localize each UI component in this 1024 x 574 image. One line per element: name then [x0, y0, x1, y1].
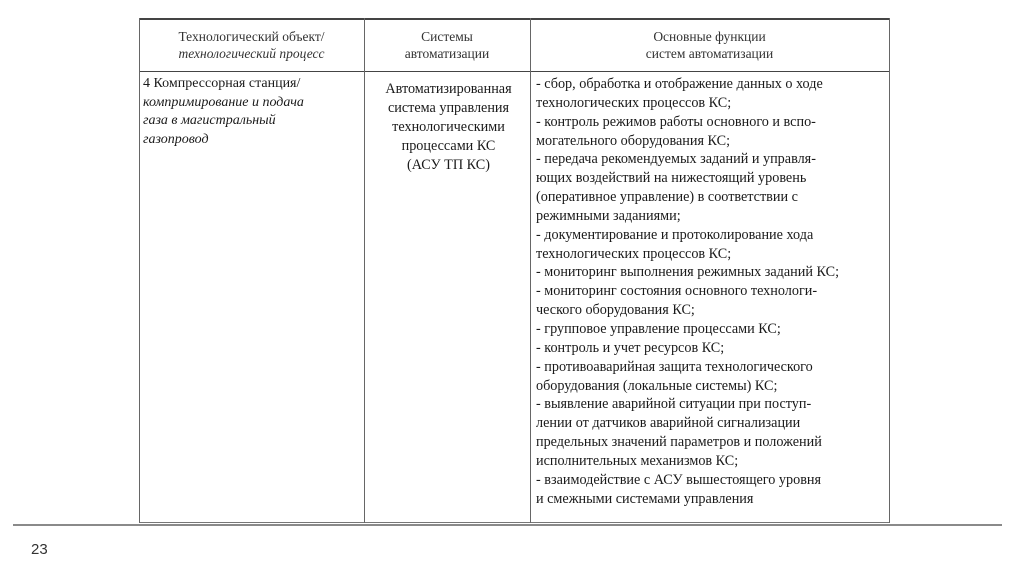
object-process-line1: компримирование и подача	[143, 94, 304, 110]
cell-object	[143, 75, 368, 149]
header-functions-line1: Основные функции	[653, 29, 766, 44]
function-line: - противоаварийная защита технологического	[536, 358, 813, 375]
header-systems	[364, 28, 530, 62]
table-header-divider	[139, 71, 890, 72]
system-line2: система управления	[387, 100, 510, 116]
page-number: 23	[31, 541, 48, 558]
function-line: оборудования (локальные системы) КС;	[536, 377, 778, 394]
function-line: - групповое управление процессами КС;	[536, 320, 781, 337]
function-line: - контроль режимов работы основного и вспо-	[536, 113, 816, 130]
system-line3: технологическими	[392, 119, 505, 135]
function-line: могательного оборудования КС;	[536, 132, 731, 149]
header-functions-line2: систем автоматизации	[645, 46, 774, 61]
function-line: (оперативное управление) в соответствии с	[536, 189, 798, 206]
function-line: - сбор, обработка и отображение данных о ходе	[536, 76, 823, 92]
system-line5: (АСУ ТП КС)	[407, 157, 490, 173]
cell-system	[366, 80, 531, 175]
function-line: - передача рекомендуемых заданий и управля-	[536, 151, 816, 168]
function-line: - взаимодействие с АСУ вышестоящего уровня	[536, 471, 822, 488]
header-object-line1: Технологический объект/	[178, 29, 325, 44]
function-line: и смежными системами управления	[536, 490, 754, 507]
object-process-line3: газопровод	[143, 131, 209, 147]
object-process-line2: газа в магистральный	[143, 113, 276, 129]
system-line4: процессами КС	[401, 138, 496, 154]
header-functions	[530, 28, 889, 62]
header-object	[139, 28, 364, 62]
function-line: - мониторинг выполнения режимных заданий КС;	[536, 264, 840, 281]
function-line: - выявление аварийной ситуации при поступ-	[536, 396, 812, 413]
header-systems-line2: автоматизации	[404, 46, 490, 61]
table-top-border	[139, 18, 890, 20]
table-left-border	[139, 18, 140, 523]
function-line: предельных значений параметров и положений	[536, 434, 822, 451]
function-line: режимными заданиями;	[536, 207, 681, 224]
automation-systems-table	[139, 18, 890, 523]
table-bottom-border	[139, 522, 890, 523]
function-line: - контроль и учет ресурсов КС;	[536, 339, 725, 356]
cell-functions	[536, 75, 886, 508]
header-object-line2: технологический процесс	[178, 46, 325, 61]
function-line: лении от датчиков аварийной сигнализации	[536, 415, 801, 432]
object-title: 4 Компрессорная станция/	[143, 76, 301, 91]
function-line: - документирование и протоколирование хода	[536, 226, 814, 243]
table-right-border	[889, 18, 890, 523]
function-line: технологических процессов КС;	[536, 245, 732, 262]
function-line: ческого оборудования КС;	[536, 302, 695, 319]
function-line: - мониторинг состояния основного технологи-	[536, 283, 818, 300]
function-line: ющих воздействий на нижестоящий уровень	[536, 170, 807, 187]
system-line1: Автоматизированная	[385, 81, 512, 97]
footer-divider	[13, 524, 1002, 526]
function-line: технологических процессов КС;	[536, 94, 732, 111]
header-systems-line1: Системы	[421, 29, 473, 44]
function-line: исполнительных механизмов КС;	[536, 452, 739, 469]
